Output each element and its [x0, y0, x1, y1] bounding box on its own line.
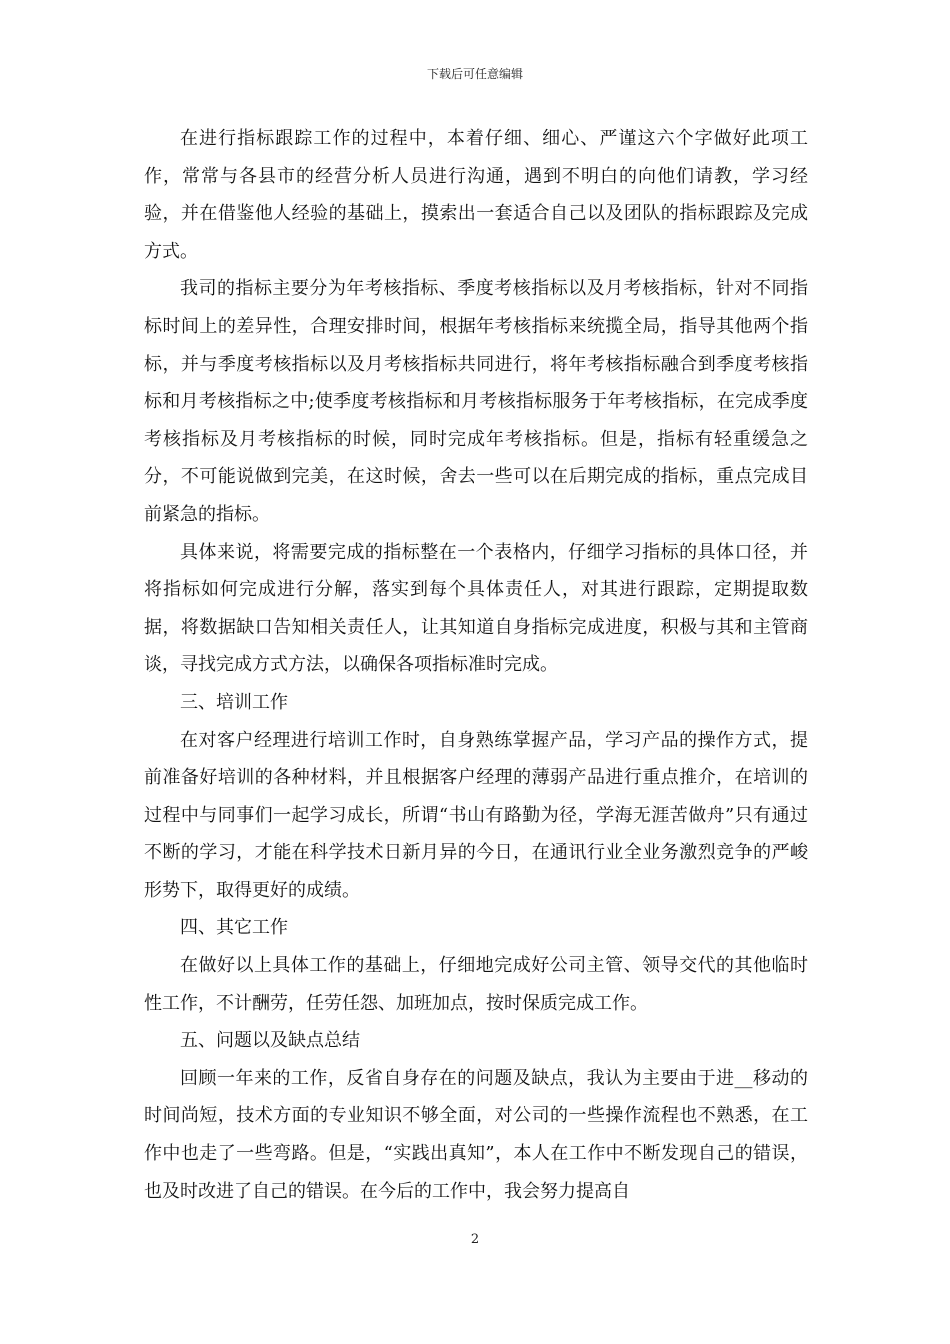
section-heading-training: 三、培训工作 — [180, 691, 288, 713]
page-number: 2 — [470, 1232, 480, 1247]
paragraph-indicator-tracking: 在进行指标跟踪工作的过程中，本着仔细、细心、严谨这六个字做好此项工作，常常与各县市的经营分析人员进行沟通，遇到不明白的向他们请教，学习经验，并在借鉴他人经验的基础上，摸索出一套适合自己以及团队的指标跟踪及完成方式。 — [144, 128, 808, 262]
document-body — [144, 120, 808, 1210]
section-heading-other-work: 四、其它工作 — [180, 917, 288, 939]
paragraph-indicator-types: 我司的指标主要分为年考核指标、季度考核指标以及月考核指标，针对不同指标时间上的差异性，合理安排时间，根据年考核指标来统揽全局，指导其他两个指标，并与季度考核指标以及月考核指标共同进行，将年考核指标融合到季度考核指标和月考核指标之中;使季度考核指标和月考核指标服务于年考核指标，在完成季度考核指标及月考核指标的时候，同时完成年考核指标。但是，指标有轻重缓急之分，不可能说做到完美，在这时候，舍去一些可以在后期完成的指标，重点完成目前紧急的指标。 — [144, 278, 808, 525]
paragraph-problems: 回顾一年来的工作，反省自身存在的问题及缺点，我认为主要由于进__移动的时间尚短，技术方面的专业知识不够全面，对公司的一些操作流程也不熟悉，在工作中也走了一些弯路。但是，“实践出真知”，本人在工作中不断发现自己的错误，也及时改进了自己的错误。在今后的工作中，我会努力提高自 — [144, 1067, 808, 1202]
section-heading-problems: 五、问题以及缺点总结 — [180, 1030, 360, 1052]
page-header: 下载后可任意编辑 — [426, 67, 523, 81]
paragraph-other-work: 在做好以上具体工作的基础上，仔细地完成好公司主管、领导交代的其他临时性工作，不计酬劳，任劳任怨、加班加点，按时保质完成工作。 — [144, 955, 808, 1014]
paragraph-indicator-details: 具体来说，将需要完成的指标整在一个表格内，仔细学习指标的具体口径，并将指标如何完成进行分解，落实到每个具体责任人，对其进行跟踪，定期提取数据，将数据缺口告知相关责任人，让其知道自身指标完成进度，积极与其和主管商谈，寻找完成方式方法，以确保各项指标准时完成。 — [144, 541, 808, 676]
paragraph-training: 在对客户经理进行培训工作时，自身熟练掌握产品，学习产品的操作方式，提前准备好培训的各种材料，并且根据客户经理的薄弱产品进行重点推介，在培训的过程中与同事们一起学习成长，所谓“书山有路勤为径，学海无涯苦做舟”只有通过不断的学习，才能在科学技术日新月异的今日，在通讯行业全业务激烈竞争的严峻形势下，取得更好的成绩。 — [144, 729, 808, 901]
